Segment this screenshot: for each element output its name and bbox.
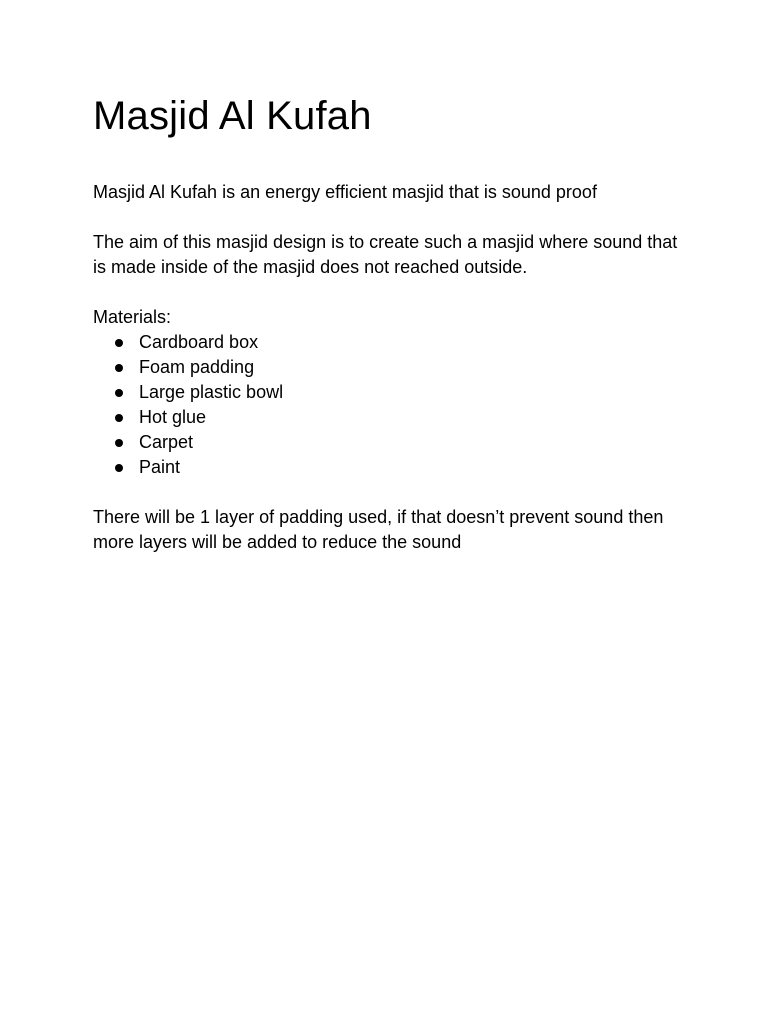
bullet-icon — [115, 364, 123, 372]
page-title: Masjid Al Kufah — [93, 94, 372, 138]
materials-list — [93, 330, 693, 480]
list-item-label: Hot glue — [139, 407, 207, 427]
list-item-label: Cardboard box — [139, 332, 259, 352]
bullet-icon — [115, 389, 123, 397]
list-item — [93, 380, 693, 405]
bullet-icon — [115, 464, 123, 472]
list-item — [93, 405, 693, 430]
bullet-icon — [115, 439, 123, 447]
bullet-icon — [115, 339, 123, 347]
list-item — [93, 330, 693, 355]
list-item-label: Paint — [139, 457, 181, 477]
materials-heading: Materials: — [93, 307, 172, 327]
intro-paragraph: Masjid Al Kufah is an energy efficient masjid that is sound proof — [93, 182, 597, 202]
list-item — [93, 455, 693, 480]
list-item-label: Foam padding — [139, 357, 255, 377]
list-item — [93, 430, 693, 455]
list-item-label: Carpet — [139, 432, 194, 452]
aim-paragraph: The aim of this masjid design is to create such a masjid where sound that is made inside of the masjid does not reached outside. — [93, 232, 678, 277]
list-item — [93, 355, 693, 380]
document-page — [93, 88, 693, 580]
bullet-icon — [115, 414, 123, 422]
closing-paragraph: There will be 1 layer of padding used, if that doesn’t prevent sound then more layers will be added to reduce the sound — [93, 507, 664, 552]
list-item-label: Large plastic bowl — [139, 382, 284, 402]
